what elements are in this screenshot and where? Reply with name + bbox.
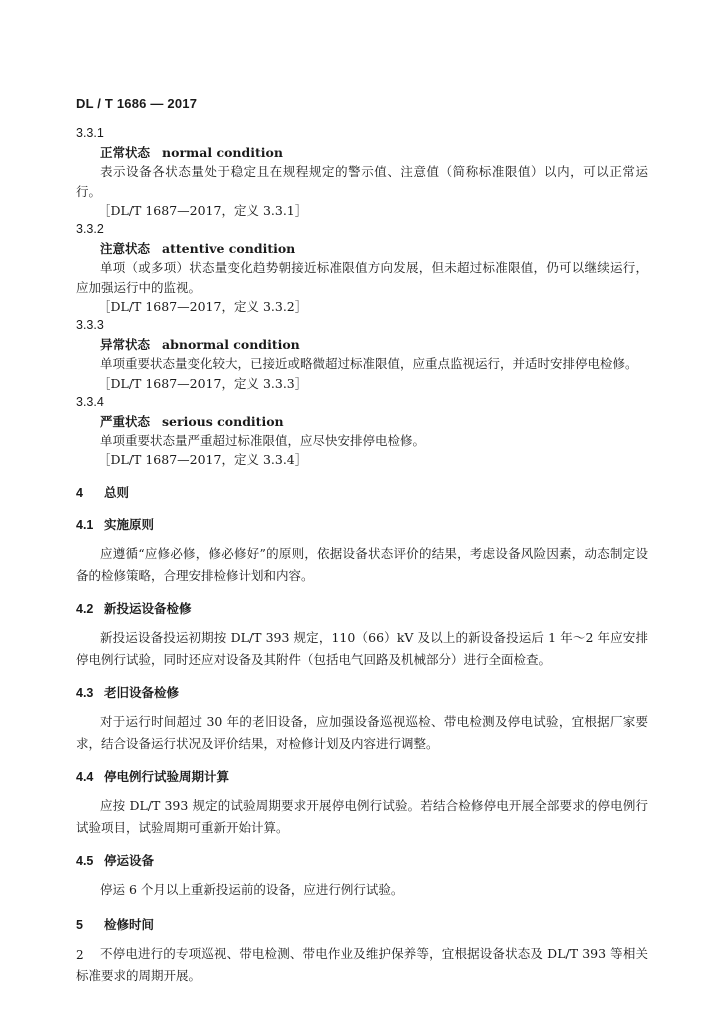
- term-definition: 单项（或多项）状态量变化趋势朝接近标准限值方向发展，但未超过标准限值，仍可以继续运行，应加强运行中的监视。: [76, 260, 648, 295]
- term-number: 3.3.3: [76, 318, 104, 332]
- section-number: 5: [76, 918, 83, 932]
- subsection-text: 停运 6 个月以上重新投运前的设备，应进行例行试验。: [100, 882, 404, 897]
- section-heading: [76, 483, 648, 503]
- subsection-number: 4.2: [76, 602, 94, 616]
- term-source: ［DL/T 1687—2017，定义 3.3.4］: [98, 452, 308, 467]
- term-source: ［DL/T 1687—2017，定义 3.3.3］: [98, 375, 308, 391]
- subsection-text: 应按 DL/T 393 规定的试验周期要求开展停电例行试验。若结合检修停电开展全部要求的停电例行试验项目，试验周期可重新开始计算。: [76, 798, 648, 835]
- standard-code-header: DL / T 1686 — 2017: [76, 96, 198, 111]
- term-zh: 正常状态: [100, 145, 151, 160]
- subsection-title: 新投运设备检修: [104, 602, 192, 616]
- term-zh: 严重状态: [100, 413, 151, 429]
- subsection-number: 4.3: [76, 686, 94, 700]
- term-source: ［DL/T 1687—2017，定义 3.3.1］: [98, 203, 308, 218]
- term-heading: [100, 143, 648, 162]
- section-heading: [76, 915, 648, 935]
- section-title: 总则: [104, 486, 130, 500]
- section-number: 4: [76, 486, 83, 500]
- subsection-heading: [76, 683, 648, 703]
- document-body: [76, 124, 648, 987]
- page-number: 2: [76, 948, 84, 962]
- term-en: attentive condition: [162, 241, 296, 256]
- subsection-number: 4.4: [76, 770, 94, 784]
- subsection-text: 应遵循“应修必修，修必修好”的原则，依据设备状态评价的结果，考虑设备风险因素，动态制定设备的检修策略，合理安排检修计划和内容。: [76, 546, 648, 583]
- term-zh: 异常状态: [100, 337, 151, 352]
- subsection-title: 停运设备: [104, 854, 155, 868]
- term-zh: 注意状态: [100, 241, 151, 256]
- subsection-heading: [76, 515, 648, 535]
- term-number: 3.3.4: [76, 394, 104, 409]
- subsection-title: 停电例行试验周期计算: [104, 770, 230, 784]
- term-en: abnormal condition: [162, 337, 300, 352]
- subsection-heading: [76, 599, 648, 619]
- term-heading: [100, 412, 648, 431]
- subsection-number: 4.5: [76, 854, 94, 868]
- subsection-heading: [76, 767, 648, 787]
- term-heading: [100, 239, 648, 258]
- subsection-number: 4.1: [76, 518, 94, 532]
- subsection-title: 实施原则: [104, 518, 155, 532]
- term-number: 3.3.2: [76, 222, 104, 236]
- term-en: normal condition: [162, 145, 283, 160]
- term-definition: 单项重要状态量变化较大，已接近或略微超过标准限值，应重点监视运行，并适时安排停电检修。: [100, 356, 638, 371]
- subsection-text: 新投运设备投运初期按 DL/T 393 规定，110（66）kV 及以上的新设备投运后 1 年～2 年应安排停电例行试验，同时还应对设备及其附件（包括电气回路及机械部分）进行全面检查。: [76, 630, 648, 667]
- term-source: ［DL/T 1687—2017，定义 3.3.2］: [98, 299, 308, 314]
- subsection-heading: [76, 851, 648, 871]
- section-title: 检修时间: [104, 918, 155, 932]
- term-heading: [100, 335, 648, 354]
- subsection-title: 老旧设备检修: [104, 686, 180, 700]
- term-en: serious condition: [162, 413, 284, 429]
- subsection-text: 对于运行时间超过 30 年的老旧设备，应加强设备巡视巡检、带电检测及停电试验，宜根据厂家要求，结合设备运行状况及评价结果，对检修计划及内容进行调整。: [76, 714, 648, 751]
- term-definition: 表示设备各状态量处于稳定且在规程规定的警示值、注意值（简称标准限值）以内，可以正常运行。: [76, 164, 648, 199]
- term-definition: 单项重要状态量严重超过标准限值，应尽快安排停电检修。: [100, 432, 426, 448]
- term-number: 3.3.1: [76, 126, 104, 140]
- section-text: 不停电进行的专项巡视、带电检测、带电作业及维护保养等，宜根据设备状态及 DL/T 393 等相关标准要求的周期开展。: [76, 946, 648, 983]
